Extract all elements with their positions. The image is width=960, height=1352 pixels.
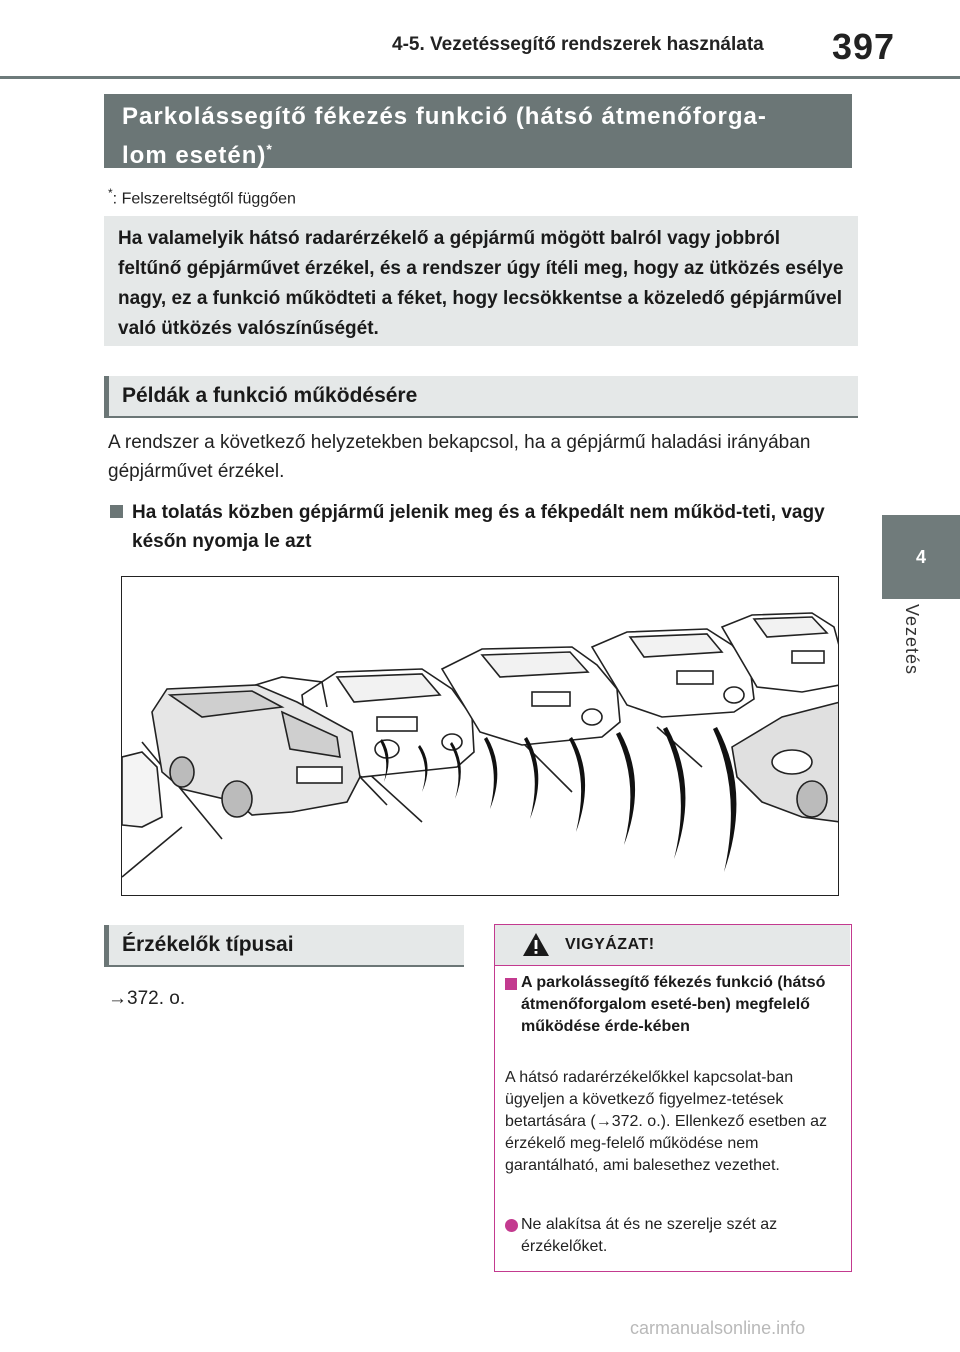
warning-header bbox=[495, 925, 850, 966]
warning-title: VIGYÁZAT! bbox=[565, 936, 655, 953]
page-reference-link[interactable]: →372. o. bbox=[108, 988, 186, 1009]
page-number: 397 bbox=[832, 26, 896, 67]
main-heading-mark: * bbox=[266, 141, 273, 157]
left-car bbox=[122, 752, 162, 827]
examples-text: A rendszer a következő helyzetekben bekapcsol, ha a gépjármű haladási irányában gépjárművet érzékel. bbox=[108, 432, 811, 482]
warning-body-text: A hátsó radarérzékelőkkel kapcsolat-ban ügyeljen a következő figyelmez-tetések betartására (→372. o.). Ellenkező esetben az érzékelő meg-felelő működése nem garantálható, ami balesethez vezethet. bbox=[505, 1069, 827, 1174]
running-header-section: 4-5. Vezetéssegítő rendszerek használata bbox=[392, 34, 764, 55]
footnote bbox=[108, 186, 296, 208]
chapter-tab-number: 4 bbox=[882, 515, 960, 599]
illustration-parking-cross-traffic bbox=[121, 576, 839, 896]
main-heading-line1: Parkolássegítő fékezés funkció (hátsó átmenőforga- bbox=[122, 103, 767, 130]
footnote-text: : Felszereltségtől függően bbox=[112, 190, 296, 208]
main-heading-line2: lom esetén) bbox=[122, 142, 267, 169]
intro-box: Ha valamelyik hátsó radarérzékelő a gépjármű mögött balról vagy jobbról feltűnő gépjárművet érzékel, és a rendszer úgy ítéli meg, hogy az ütközés esélye nagy, ez a funkció működteti a féket, hogy lecsökkentse a közeledő gépjárművel való ütközés valószínűségét. bbox=[104, 216, 858, 346]
warning-triangle-icon bbox=[521, 931, 551, 958]
section-heading-examples: Példák a funkció működésére bbox=[104, 376, 858, 418]
warning-box bbox=[494, 924, 852, 1272]
main-heading bbox=[104, 94, 852, 168]
bullet-square-icon bbox=[110, 505, 123, 518]
bullet-heading: Ha tolatás közben gépjármű jelenik meg és a fékpedált nem működ-teti, vagy későn nyomja le azt bbox=[132, 502, 825, 552]
approaching-car bbox=[732, 702, 839, 822]
header-rule bbox=[0, 76, 960, 79]
chapter-tab-label: Vezetés bbox=[902, 604, 922, 676]
footnote-mark: * bbox=[108, 186, 113, 200]
watermark: carmanualsonline.info bbox=[630, 1318, 806, 1338]
warning-bullet-square-icon bbox=[505, 978, 517, 990]
section-heading-sensors: Érzékelők típusai bbox=[104, 925, 464, 967]
warning-item-2: Ne alakítsa át és ne szerelje szét az érzékelőket. bbox=[521, 1216, 778, 1255]
warning-bullet-dot-icon bbox=[505, 1219, 518, 1232]
warning-item-heading: A parkolássegítő fékezés funkció (hátsó átmenőforgalom eseté-ben) megfelelő működése érde-kében bbox=[521, 974, 826, 1035]
parking-illustration bbox=[122, 577, 839, 896]
